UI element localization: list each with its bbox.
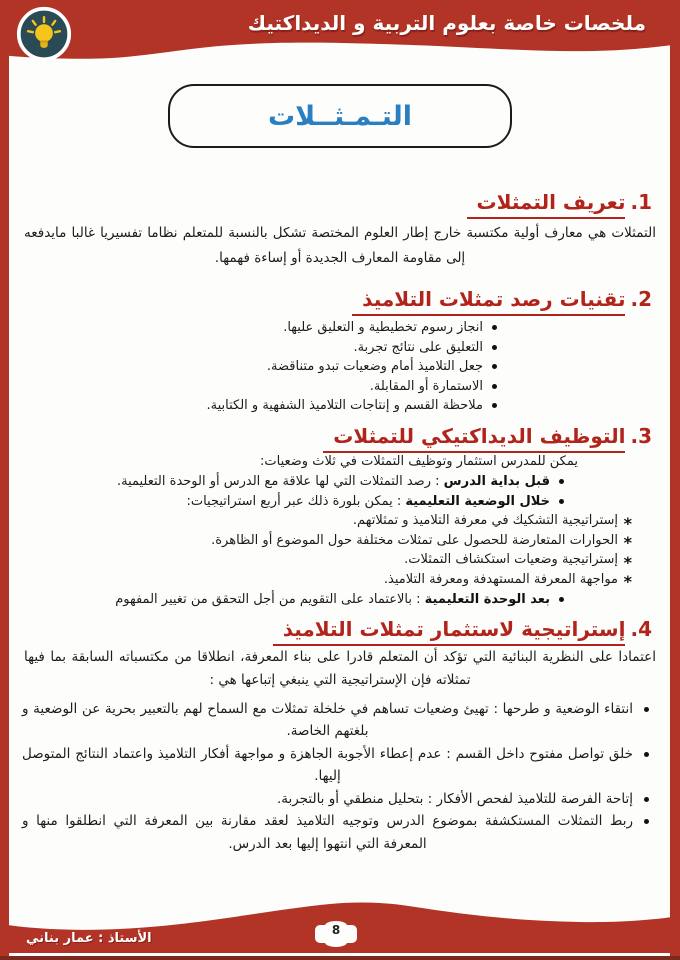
header-title: ملخصات خاصة بعلوم التربية و الديداكتيك — [247, 11, 646, 35]
section-1-number: 1. — [630, 190, 652, 214]
section-3-bullet-list — [22, 472, 565, 511]
section-3-heading — [22, 424, 652, 448]
bullet-lead: قبل بداية الدرس — [443, 474, 550, 489]
bullet-item: ربط التمثلات المستكشفة بموضوع الدرس وتوجيه التلاميذ لعقد مقارنة بين المعرفة التي انطلقوا منها و المعرفة التي انتهوا إليها بعد الدرس. — [22, 810, 650, 855]
page-title-box — [168, 84, 512, 148]
bullet-text: : يمكن بلورة ذلك عبر أربع استراتيجيات: — [186, 493, 406, 509]
section-3-title: التوظيف الديداكتيكي للتمثلات — [323, 424, 625, 453]
bullet-item: خلق تواصل مفتوح داخل القسم : عدم إعطاء الأجوبة الجاهزة و مواجهة أفكار التلاميذ واعتماد النتائج المتوصل إليها. — [22, 743, 650, 788]
lightbulb-icon — [16, 6, 72, 62]
section-2-bullet-list — [22, 318, 498, 416]
sub-bullet-item: * إستراتيجية التشكيك في معرفة التلاميذ و تمثلاتهم. — [22, 511, 632, 531]
section-1-heading — [22, 190, 652, 214]
bullet-text: : بالاعتماد على التقويم من أجل التحقق من تغيير المفهوم — [115, 592, 425, 607]
section-3-number: 3. — [630, 423, 652, 448]
document-body — [22, 84, 658, 855]
page-header — [0, 0, 680, 76]
bullet-item — [22, 492, 565, 512]
bullet-item: انجاز رسوم تخطيطية و التعليق عليها. — [22, 318, 498, 338]
left-border — [0, 0, 9, 960]
bullet-text: : رصد التمثلات التي لها علاقة مع الدرس أو الوحدة التعليمية. — [116, 474, 444, 489]
bullet-item — [22, 590, 565, 610]
section-1-paragraph: التمثلات هي معارف أولية مكتسبة خارج إطار العلوم المختصة تشكل بالنسبة للمتعلم نظاما تفسيريا غالبا مايدفعه إلى مقاومة المعارف الجديدة أو إساءة فهمها. — [24, 225, 656, 266]
bullet-item: جعل التلاميذ أمام وضعيات تبدو متناقضة. — [22, 357, 498, 377]
bullet-item: إتاحة الفرصة للتلاميذ لفحص الأفكار : بتحليل منطقي أو بالتجربة. — [22, 788, 650, 811]
footer-teacher: الأستاذ : عمار بناني — [26, 931, 152, 946]
section-2-number: 2. — [630, 287, 652, 311]
bullet-item: الاستمارة أو المقابلة. — [22, 377, 498, 397]
page-number: 8 — [331, 923, 341, 937]
sub-bullet-item: * الحوارات المتعارضة للحصول على تمثلات مختلفة حول الموضوع أو الظاهرة. — [22, 531, 632, 551]
bullet-item: التعليق على نتائج تجربة. — [22, 338, 498, 358]
bullet-lead: بعد الوحدة التعليمية — [424, 592, 550, 607]
right-border — [670, 0, 680, 960]
section-4-title: إستراتيجية لاستثمار تمثلات التلاميذ — [273, 617, 626, 646]
section-3-bullet-list-after — [22, 590, 565, 610]
bullet-lead: خلال الوضعية التعليمية — [405, 493, 550, 509]
lightbulb-logo — [16, 6, 72, 62]
section-4-intro: اعتمادا على النظرية البنائية التي تؤكد أن المتعلم قادرا على بناء المعرفة، انطلاقا من مكتسباته السابقة بما فيها تمثلاته فإن الإستراتيجية التي ينبغي إتباعها هي : — [24, 648, 656, 688]
sub-bullet-item: * إستراتيجية وضعيات استكشاف التمثلات. — [22, 550, 632, 570]
bullet-item: انتقاء الوضعية و طرحها : تهيئ وضعيات تساهم في خلخلة تمثلات مع السماح لهم بالتعبير بحرية عن الوضعية و بلغتهم الخاصة. — [22, 698, 650, 743]
section-3-intro: يمكن للمدرس استثمار وتوظيف التمثلات في ثلاث وضعيات: — [259, 453, 578, 469]
section-1-title: تعريف التمثلات — [467, 190, 626, 219]
section-2-heading — [22, 287, 652, 311]
bullet-item: ملاحظة القسم و إنتاجات التلاميذ الشفهية و الكتابية. — [22, 396, 498, 416]
section-4-heading — [22, 617, 652, 641]
section-4-bullet-list — [22, 698, 650, 856]
section-2-title: تقنيات رصد تمثلات التلاميذ — [352, 287, 625, 316]
section-4-number: 4. — [630, 616, 652, 641]
section-3-sub-bullet-list — [22, 511, 632, 589]
bullet-item — [22, 472, 565, 492]
page-number-badge — [312, 919, 360, 949]
page-title: التـمـثــلات — [267, 100, 413, 132]
sub-bullet-item: * مواجهة المعرفة المستهدفة ومعرفة التلاميذ. — [22, 570, 632, 590]
page-footer — [0, 890, 680, 960]
